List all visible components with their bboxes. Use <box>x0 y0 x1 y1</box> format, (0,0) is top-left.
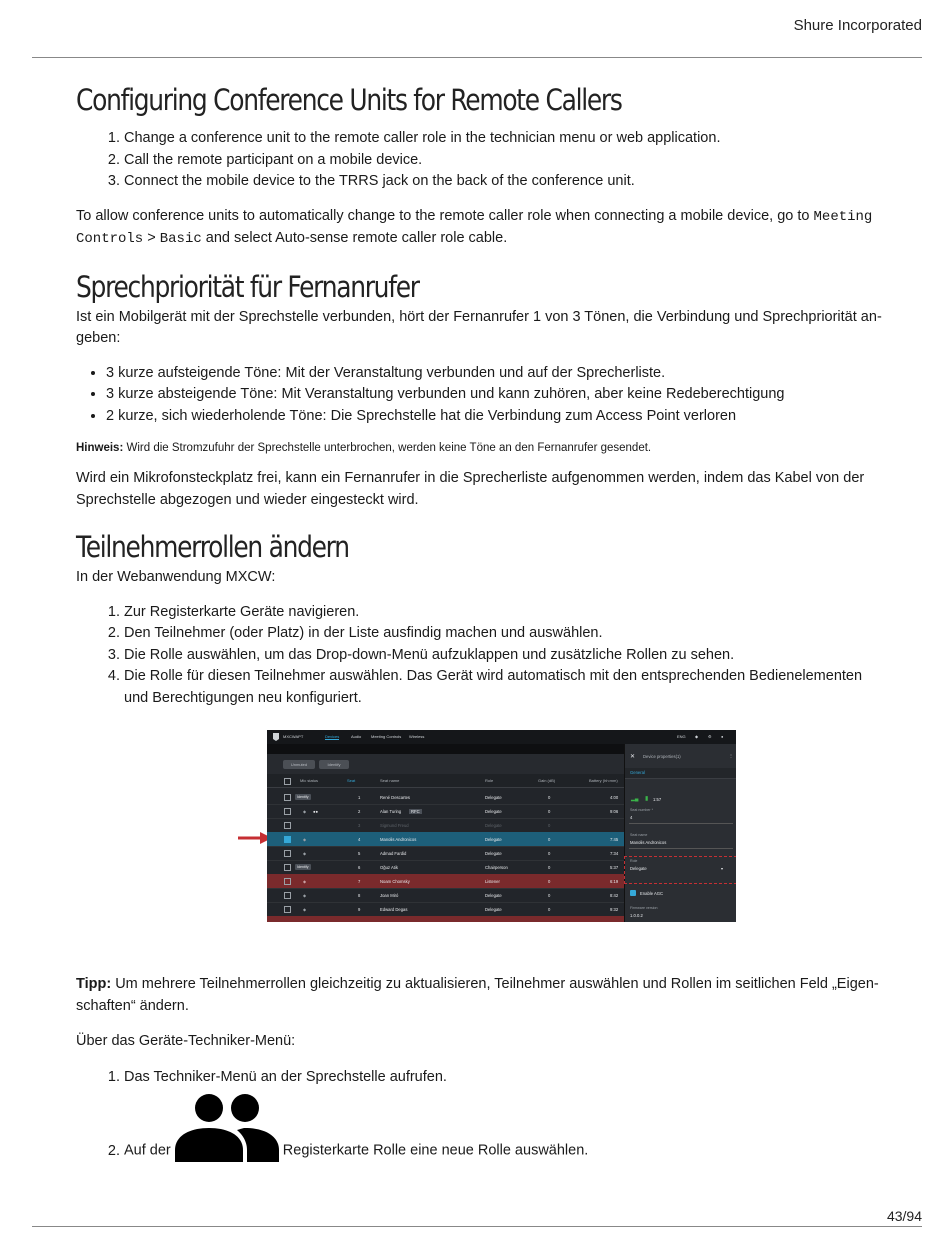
battery: 5:37 <box>610 865 619 870</box>
nav-audio[interactable]: Audio <box>351 734 362 739</box>
table-row[interactable] <box>267 860 624 875</box>
row-checkbox[interactable] <box>284 850 291 857</box>
table-row[interactable] <box>267 804 624 819</box>
gain[interactable]: 0 <box>548 809 551 814</box>
table-row-warning[interactable] <box>267 916 624 922</box>
role[interactable]: Delegate <box>485 907 502 912</box>
gain[interactable]: 0 <box>548 879 551 884</box>
column-header[interactable]: Role <box>485 778 494 783</box>
role[interactable]: Delegate <box>485 795 502 800</box>
list-item: 2. Den Teilnehmer (oder Platz) in der Liste ausfindig machen und auswählen. <box>124 623 886 645</box>
tab-general[interactable]: General <box>630 770 645 775</box>
firmware-label: Firmware version <box>630 906 658 910</box>
table-header <box>267 774 624 788</box>
column-header[interactable]: Seat <box>347 778 356 783</box>
text: and select Auto-sense remote caller role cable. <box>201 230 508 246</box>
battery-time: 1:57 <box>653 797 662 802</box>
list-item: 1. Change a conference unit to the remote caller role in the technician menu or web application. <box>124 128 886 150</box>
seat-number-field[interactable]: 4 <box>630 815 633 820</box>
page-content <box>76 80 886 1162</box>
app-topbar <box>267 730 736 744</box>
list-item: • 3 kurze aufsteigende Töne: Mit der Veranstaltung verbunden und auf der Sprecherliste. <box>106 363 886 385</box>
header-rule <box>32 57 922 58</box>
row-checkbox[interactable] <box>284 808 291 815</box>
seat: 4 <box>358 837 361 842</box>
rfc-tag: RFC <box>411 809 420 814</box>
firmware-version: 1.0.0.2 <box>630 913 643 918</box>
technician-menu-steps <box>76 1067 886 1163</box>
more-icon[interactable]: ⋮ <box>729 753 734 758</box>
gain[interactable]: 0 <box>548 851 551 856</box>
seat-name-field[interactable]: Manolis Andronicos <box>630 840 667 845</box>
list-item: • 3 kurze absteigende Töne: Mit Veranstaltung verbunden und kann zuhören, aber keine Redeberechtigung <box>106 384 886 406</box>
list-item: 4. Die Rolle für diesen Teilnehmer auswählen. Das Gerät wird automatisch mit den entsprechenden Bedienelementen und Berechtigungen neu konfiguriert. <box>124 666 886 709</box>
column-header[interactable]: Battery (hh:mm) <box>589 778 618 783</box>
list-item: • 2 kurze, sich wiederholende Töne: Die Sprechstelle hat die Verbindung zum Access Point verloren <box>106 406 886 428</box>
seat-name: René Descartes <box>380 795 411 800</box>
table-row[interactable] <box>267 818 624 833</box>
role[interactable]: Delegate <box>485 837 502 842</box>
column-header[interactable]: Gain (dB) <box>538 778 556 783</box>
tip-text: Um mehrere Teilnehmerrollen gleichzeitig zu aktualisieren, Teilnehmer auswählen und Rollen im seitlichen Feld „Eigenschaften“ ändern. <box>76 976 879 1014</box>
mic-icon: ◆ <box>303 907 307 912</box>
mic-icon: ◆ <box>303 837 307 842</box>
nav-meeting-controls[interactable]: Meeting Controls <box>371 734 402 739</box>
menu-intro: Über das Geräte-Techniker-Menü: <box>76 1033 296 1049</box>
battery: 6:19 <box>610 879 619 884</box>
screenshot-figure <box>76 730 886 930</box>
role-highlight-box <box>624 856 736 884</box>
table-row[interactable] <box>267 846 624 861</box>
role-dropdown[interactable]: Delegate <box>630 866 647 871</box>
gain[interactable]: 0 <box>548 865 551 870</box>
seat-name: Edward Degas <box>380 907 408 912</box>
code-basic: Basic <box>159 231 202 247</box>
gain[interactable]: 0 <box>548 823 551 828</box>
seat: 2 <box>358 809 361 814</box>
note <box>76 439 886 457</box>
field-underline <box>629 823 733 824</box>
table-row-selected[interactable] <box>267 832 624 847</box>
row-checkbox[interactable] <box>284 892 291 899</box>
section-title-roles: Teilnehmerrollen ändern <box>76 530 349 564</box>
text: Auf der <box>124 1142 175 1159</box>
seat-number-label: Seat number * <box>630 808 653 812</box>
seat-name-label: Seat name <box>630 833 648 837</box>
tone-list <box>76 363 886 428</box>
list-item: 3. Connect the mobile device to the TRRS jack on the back of the conference unit. <box>124 171 886 193</box>
separator: > <box>143 230 160 246</box>
table-row[interactable] <box>267 888 624 903</box>
role[interactable]: Listener <box>485 879 500 884</box>
battery: 9:32 <box>610 907 619 912</box>
section-title-remote-callers: Configuring Conference Units for Remote Callers <box>76 83 622 117</box>
code-meeting-controls: Meeting Controls <box>76 208 873 247</box>
seat: 1 <box>358 795 361 800</box>
seat-name: Manolis Andronicos <box>380 837 417 842</box>
mic-icon: ◆ <box>303 851 307 856</box>
gain[interactable]: 0 <box>548 795 551 800</box>
participants-icon <box>175 1094 279 1162</box>
battery: 8:42 <box>610 893 619 898</box>
text: To allow conference units to automatically change to the remote caller role when connecting a mobile device, go to <box>76 207 814 224</box>
text: Registerkarte Rolle eine neue Rolle auswählen. <box>278 1142 589 1159</box>
mic-icon: ◆ <box>303 809 307 814</box>
table-row[interactable] <box>267 790 624 805</box>
seat-name: Joan Miró <box>380 893 399 898</box>
battery: 7:34 <box>610 851 619 856</box>
seat-name: Admad Fardid <box>380 851 407 856</box>
users-icon: ●● <box>313 809 319 814</box>
list-item <box>124 1094 886 1162</box>
role[interactable]: Chairperson <box>485 865 508 870</box>
list-item: 2. Call the remote participant on a mobile device. <box>124 150 886 172</box>
column-header[interactable]: Mic status <box>300 778 319 783</box>
section-title-speech-priority: Sprechpriorität für Fernanrufer <box>76 269 419 304</box>
footer-rule <box>32 1226 922 1227</box>
shield-icon[interactable]: ◆ <box>695 734 699 739</box>
identify-button[interactable]: Identify <box>319 760 349 769</box>
seat: 8 <box>358 893 361 898</box>
row-checkbox[interactable] <box>284 794 291 801</box>
role[interactable]: Delegate <box>485 893 502 898</box>
panel-title: Device properties(1) <box>643 754 681 759</box>
battery: 4:00 <box>610 795 619 800</box>
app-name: MXCWAPT <box>283 734 304 739</box>
unmuted-button[interactable]: Unmuted <box>283 760 315 769</box>
seat-name: Sigmund Freud <box>380 823 409 828</box>
role-label: Role <box>630 859 638 863</box>
list-item: 1. Zur Registerkarte Geräte navigieren. <box>124 602 886 624</box>
seat: 5 <box>358 851 361 856</box>
role[interactable]: Delegate <box>485 823 502 828</box>
seat-name: Oğuz Atik <box>380 865 398 870</box>
column-header[interactable]: Seat name <box>380 778 400 783</box>
battery: 7:45 <box>610 837 619 842</box>
note-label: Hinweis: <box>76 442 124 454</box>
gain[interactable]: 0 <box>548 907 551 912</box>
role[interactable]: Delegate <box>485 809 502 814</box>
gain[interactable]: 0 <box>548 837 551 842</box>
nav-wireless[interactable]: Wireless <box>409 734 425 739</box>
battery-icon: ▮ <box>645 796 649 802</box>
list-item: 1. Das Techniker-Menü an der Sprechstelle aufrufen. <box>124 1067 886 1089</box>
info-icon[interactable]: ● <box>721 734 724 739</box>
row-checkbox[interactable] <box>284 878 291 885</box>
device-properties-panel <box>624 744 736 922</box>
mic-icon: ◆ <box>303 879 307 884</box>
language[interactable]: ENG <box>677 734 686 739</box>
seat: 3 <box>358 823 361 828</box>
gear-icon[interactable]: ⚙ <box>708 734 712 739</box>
list-item: 3. Die Rolle auswählen, um das Drop-down-Menü aufzuklappen und zusätzliche Rollen zu sehen. <box>124 645 886 667</box>
nav-devices[interactable]: Devices <box>325 734 340 739</box>
auto-sense-paragraph <box>76 206 886 251</box>
select-all-checkbox[interactable] <box>284 778 291 785</box>
row-checkbox[interactable] <box>284 822 291 829</box>
table-row[interactable] <box>267 902 624 917</box>
seat: 6 <box>358 865 361 870</box>
web-app-steps <box>76 602 886 710</box>
close-icon[interactable]: ✕ <box>630 754 636 760</box>
agc-label: Enable AGC <box>640 891 664 896</box>
gain[interactable]: 0 <box>548 893 551 898</box>
row-checkbox-checked[interactable] <box>284 836 291 843</box>
seat: 7 <box>358 879 361 884</box>
row-checkbox[interactable] <box>284 864 291 871</box>
chevron-down-icon[interactable]: ▾ <box>721 866 724 871</box>
seat-name: Alan Turing <box>380 809 402 814</box>
row-checkbox[interactable] <box>284 906 291 913</box>
speech-priority-intro: Ist ein Mobilgerät mit der Sprechstelle verbunden, hört der Fernanrufer 1 von 3 Tönen, die Verbindung und Sprechpriorität angeben: <box>76 308 882 346</box>
field-underline <box>629 848 733 849</box>
note-text: Wird die Stromzufuhr der Sprechstelle unterbrochen, werden keine Töne an den Fernanrufer gesendet. <box>123 442 652 454</box>
company-name: Shure Incorporated <box>793 17 922 34</box>
identify-tag[interactable]: Identify <box>297 795 309 799</box>
signal-icon: ▂▄ <box>631 796 639 802</box>
shure-logo-icon <box>273 733 279 741</box>
seat: 9 <box>358 907 361 912</box>
roles-intro: In der Webanwendung MXCW: <box>76 569 276 585</box>
battery: 9:06 <box>610 809 619 814</box>
mxcw-screenshot <box>267 730 736 922</box>
page-number: 43/94 <box>886 1208 922 1224</box>
identify-tag[interactable]: Identify <box>297 865 309 869</box>
table-row-warning[interactable] <box>267 874 624 889</box>
agc-checkbox[interactable] <box>630 890 636 896</box>
tip <box>76 974 886 1017</box>
mic-icon: ◆ <box>303 893 307 898</box>
tip-label: Tipp: <box>76 976 112 992</box>
remote-caller-steps <box>76 128 886 193</box>
role[interactable]: Delegate <box>485 851 502 856</box>
seat-name: Noam Chomsky <box>380 879 410 884</box>
mic-slot-paragraph: Wird ein Mikrofonsteckplatz frei, kann ein Fernanrufer in die Sprecherliste aufgenommen werden, indem das Kabel von der Sprechstelle abgezogen und wieder eingesteckt wird. <box>76 470 865 508</box>
